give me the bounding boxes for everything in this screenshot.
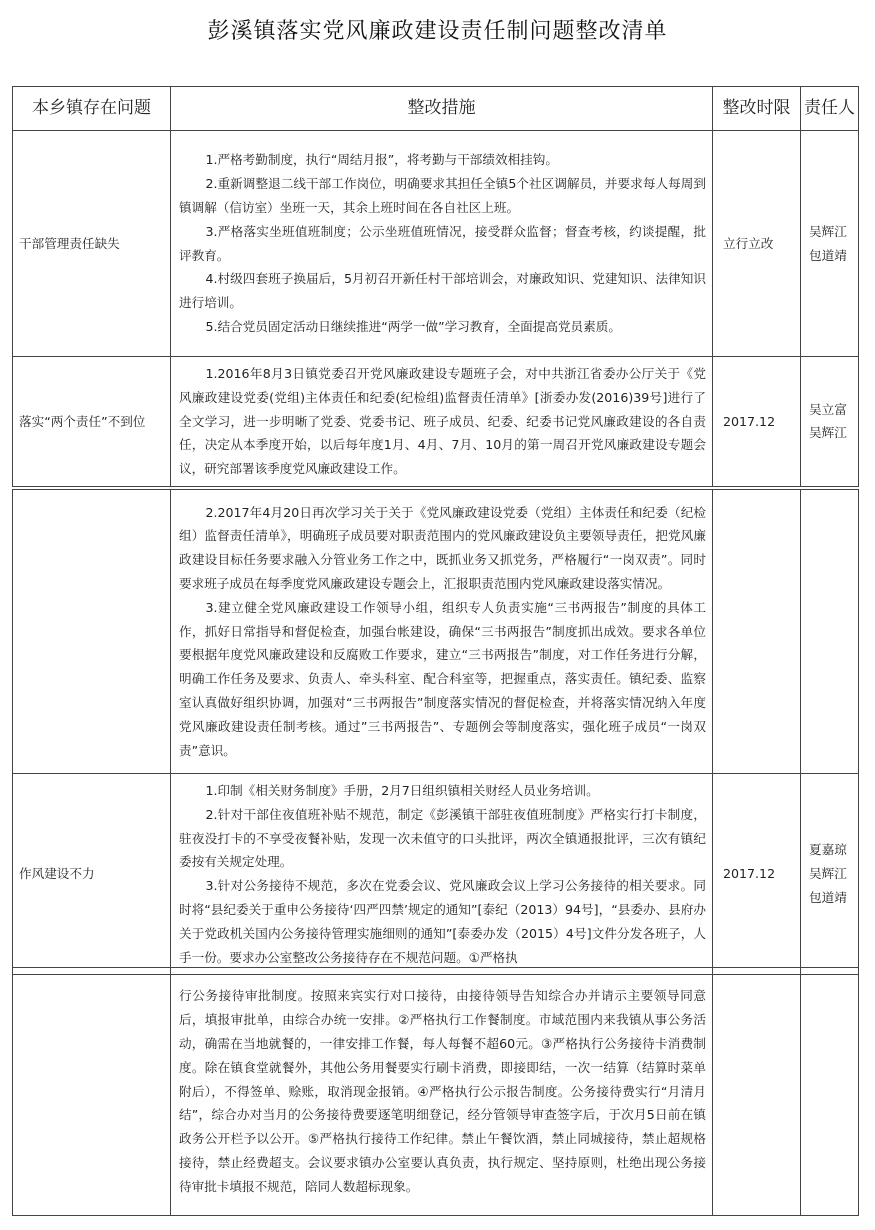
- responsible-name: 包道靖: [809, 247, 847, 263]
- measure-item: 2.重新调整退二线干部工作岗位，明确要求其担任全镇5个社区调解员，并要求每人每周到镇调解（信访室）坐班一天，其余上班时间在各自社区上班。: [179, 176, 706, 215]
- header-problem: 本乡镇存在问题: [13, 87, 171, 131]
- header-measures: 整改措施: [171, 87, 713, 131]
- deadline-cell: [713, 490, 801, 774]
- responsible-name: 包道靖: [809, 890, 847, 906]
- measure-item: 行公务接待审批制度。按照来宾实行对口接待，由接待领导告知综合办并请示主要领导同意后，填报审批单，由综合办统一安排。②严格执行工作餐制度。市域范围内来我镇从事公务活动，确需在当地就餐的，一律安排工作餐，每人每餐不超60元。③严格执行公务接待卡消费制度。除在镇食堂就餐外，其他公务用餐要实行刷卡消费，即接即结，一次一结算（结算时菜单附后），不得签单、赊账，取消现金报销。④严格执行公示报告制度。公务接待费实行“月清月结”，综合办对当月的公务接待费要逐笔明细登记，经分管领导审查签字后，于次月5日前在镇政务公开栏予以公开。⑤严格执行接待工作纪律。禁止午餐饮酒，禁止同城接待，禁止超规格接待，禁止经费超支。会议要求镇办公室要认真负责，执行规定、坚持原则，杜绝出现公务接待审批卡填报不规范，陪同人数超标现象。: [179, 988, 706, 1194]
- deadline-cell: 2017.12: [713, 357, 801, 487]
- measure-item: 3.建立健全党风廉政建设工作领导小组，组织专人负责实施“三书两报告”制度的具体工作，抓好日常指导和督促检查，加强台帐建设，确保“三书两报告”制度抓出成效。要求各单位要根据年度党风廉政建设和反腐败工作要求，建立“三书两报告”制度，对工作任务进行分解，明确工作任务及要求、负责人、牵头科室、配合科室等，把握重点，落实责任。镇纪委、监察室认真做好组织协调，加强对“三书两报告”制度落实情况的督促检查，并将落实情况纳入年度党风廉政建设责任制考核。通过”三书两报告”、专题例会等制度落实，强化班子成员“一岗双责”意识。: [179, 599, 706, 758]
- header-responsible: 责任人: [801, 87, 859, 131]
- responsible-cell: [801, 968, 859, 1216]
- responsible-cell: [801, 490, 859, 774]
- rectification-table-part-1: [12, 86, 859, 487]
- deadline-cell: [713, 968, 801, 1216]
- measures-cell: [171, 968, 713, 1216]
- table-row: [13, 131, 859, 357]
- responsible-name: 吴辉江: [809, 223, 847, 239]
- measures-cell: [171, 774, 713, 975]
- responsible-name: 吴辉江: [809, 425, 847, 441]
- deadline-cell: 立行立改: [713, 131, 801, 357]
- rectification-table-part-2: [12, 489, 859, 975]
- responsible-name: 吴辉江: [809, 866, 847, 882]
- measure-item: 3.严格落实坐班值班制度；公示坐班值班情况，接受群众监督；督查考核，约谈提醒，批评教育。: [179, 223, 706, 263]
- responsible-name: 吴立富: [809, 401, 847, 417]
- table-row: [13, 357, 859, 487]
- measure-item: 2.2017年4月20日再次学习关于关于《党风廉政建设党委（党组）主体责任和纪委（纪检组）监督责任清单》，明确班子成员要对职责范围内的党风廉政建设负主要领导责任，把党风廉政建设目标任务要求融入分管业务工作之中，既抓业务又抓党务，严格履行“一岗双责”。同时要求班子成员在每季度党风廉政建设专题会上，汇报职责范围内党风廉政建设落实情况。: [179, 504, 706, 591]
- measures-cell: [171, 490, 713, 774]
- responsible-cell: [801, 357, 859, 487]
- measures-cell: [171, 131, 713, 357]
- problem-cell: 落实“两个责任”不到位: [13, 357, 171, 487]
- measure-item: 5.结合党员固定活动日继续推进“两学一做”学习教育，全面提高党员素质。: [205, 318, 621, 334]
- problem-cell: [13, 968, 171, 1216]
- measure-item: 2.针对干部住夜值班补贴不规范，制定《彭溪镇干部驻夜值班制度》严格实行打卡制度，驻夜没打卡的不享受夜餐补贴，发现一次未值守的口头批评，两次全镇通报批评，三次有镇纪委按有关规定处理。: [179, 806, 706, 870]
- problem-cell: 干部管理责任缺失: [13, 131, 171, 357]
- measure-item: 4.村级四套班子换届后，5月初召开新任村干部培训会，对廉政知识、党建知识、法律知识进行培训。: [179, 271, 706, 311]
- table-row: [13, 968, 859, 1216]
- problem-cell: [13, 490, 171, 774]
- header-deadline: 整改时限: [713, 87, 801, 131]
- problem-cell: 作风建设不力: [13, 774, 171, 975]
- measure-item: 1.印制《相关财务制度》手册，2月7日组织镇相关财经人员业务培训。: [205, 783, 599, 798]
- page-title: 彭溪镇落实党风廉政建设责任制问题整改清单: [207, 19, 668, 44]
- measure-item: 3.针对公务接待不规范，多次在党委会议、党风廉政会议上学习公务接待的相关要求。同时将“县纪委关于重申公务接待‘四严四禁’规定的通知”[泰纪（2013）94号]，“县委办、县府办关于党政机关国内公务接待管理实施细则的通知”[泰委办发（2015）4号]文件分发各班子，人手一份。要求办公室整改公务接待存在不规范问题。①严格执: [179, 878, 706, 965]
- responsible-name: 夏嘉琼: [809, 842, 847, 858]
- deadline-cell: 2017.12: [713, 774, 801, 975]
- table-row: [13, 774, 859, 975]
- table-row: [13, 490, 859, 774]
- measures-cell: [171, 357, 713, 487]
- rectification-table-part-3: [12, 967, 859, 1216]
- table-header-row: [13, 87, 859, 131]
- responsible-cell: [801, 131, 859, 357]
- measure-item: 1.严格考勤制度，执行“周结月报”，将考勤与干部绩效相挂钩。: [205, 152, 558, 168]
- responsible-cell: [801, 774, 859, 975]
- measure-item: 1.2016年8月3日镇党委召开党风廉政建设专题班子会，对中共浙江省委办公厅关于《党风廉政建设党委(党组)主体责任和纪委(纪检组)监督责任清单》[浙委办发(2016)39号]进行了全文学习，进一步明晰了党委、党委书记、班子成员、纪委、纪委书记党风廉政建设的各自责任，决定从本季度开始，以后每年度1月、4月、7月、10月的第一周召开党风廉政建设专题会议，研究部署该季度党风廉政建设工作。: [179, 366, 706, 477]
